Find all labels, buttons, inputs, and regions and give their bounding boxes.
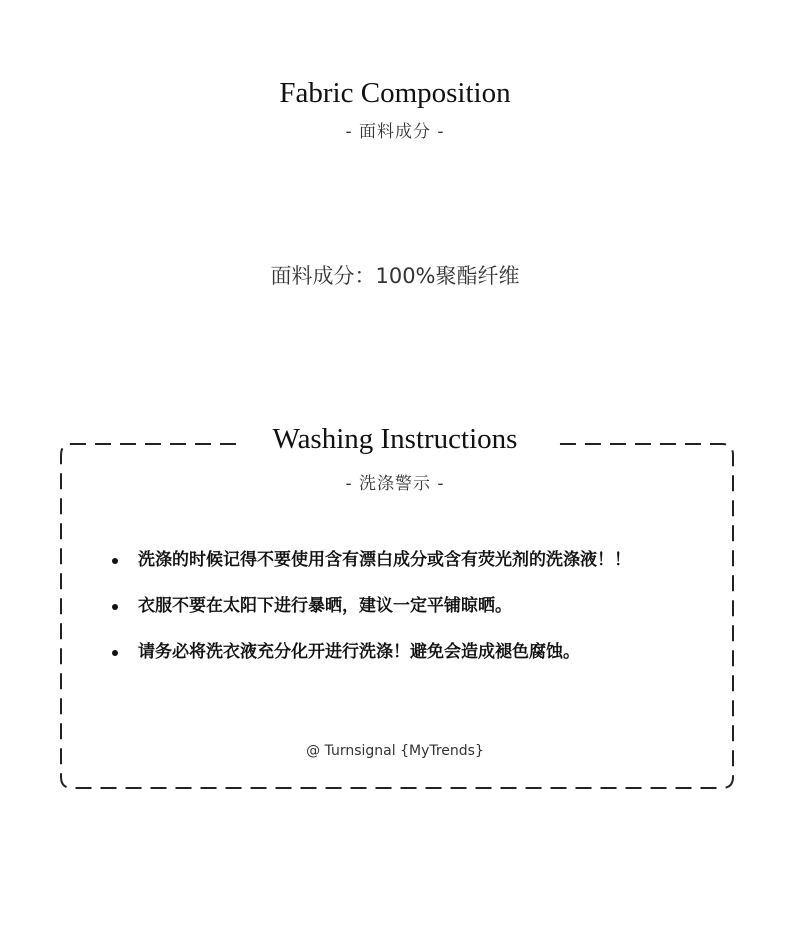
instruction-text: 洗涤的时候记得不要使用含有漂白成分或含有荧光剂的洗涤液！！	[138, 550, 631, 570]
instruction-list	[110, 546, 710, 684]
instruction-item	[110, 546, 710, 592]
bullet-icon	[112, 650, 118, 656]
instruction-item	[110, 638, 710, 684]
fabric-composition-title: Fabric Composition	[279, 77, 511, 109]
instruction-item	[110, 592, 710, 638]
washing-instructions-subtitle: - 洗涤警示 -	[345, 474, 445, 494]
instruction-text: 衣服不要在太阳下进行暴晒，建议一定平铺晾晒。	[138, 596, 512, 616]
composition-text: 面料成分：100%聚酯纤维	[270, 264, 520, 288]
bullet-icon	[112, 558, 118, 564]
bullet-icon	[112, 604, 118, 610]
brand-footer: @ Turnsignal {MyTrends}	[306, 743, 484, 759]
instruction-text: 请务必将洗衣液充分化开进行洗涤！避免会造成褪色腐蚀。	[138, 642, 580, 662]
washing-instructions-title: Washing Instructions	[272, 423, 518, 455]
fabric-composition-subtitle: - 面料成分 -	[345, 122, 445, 142]
